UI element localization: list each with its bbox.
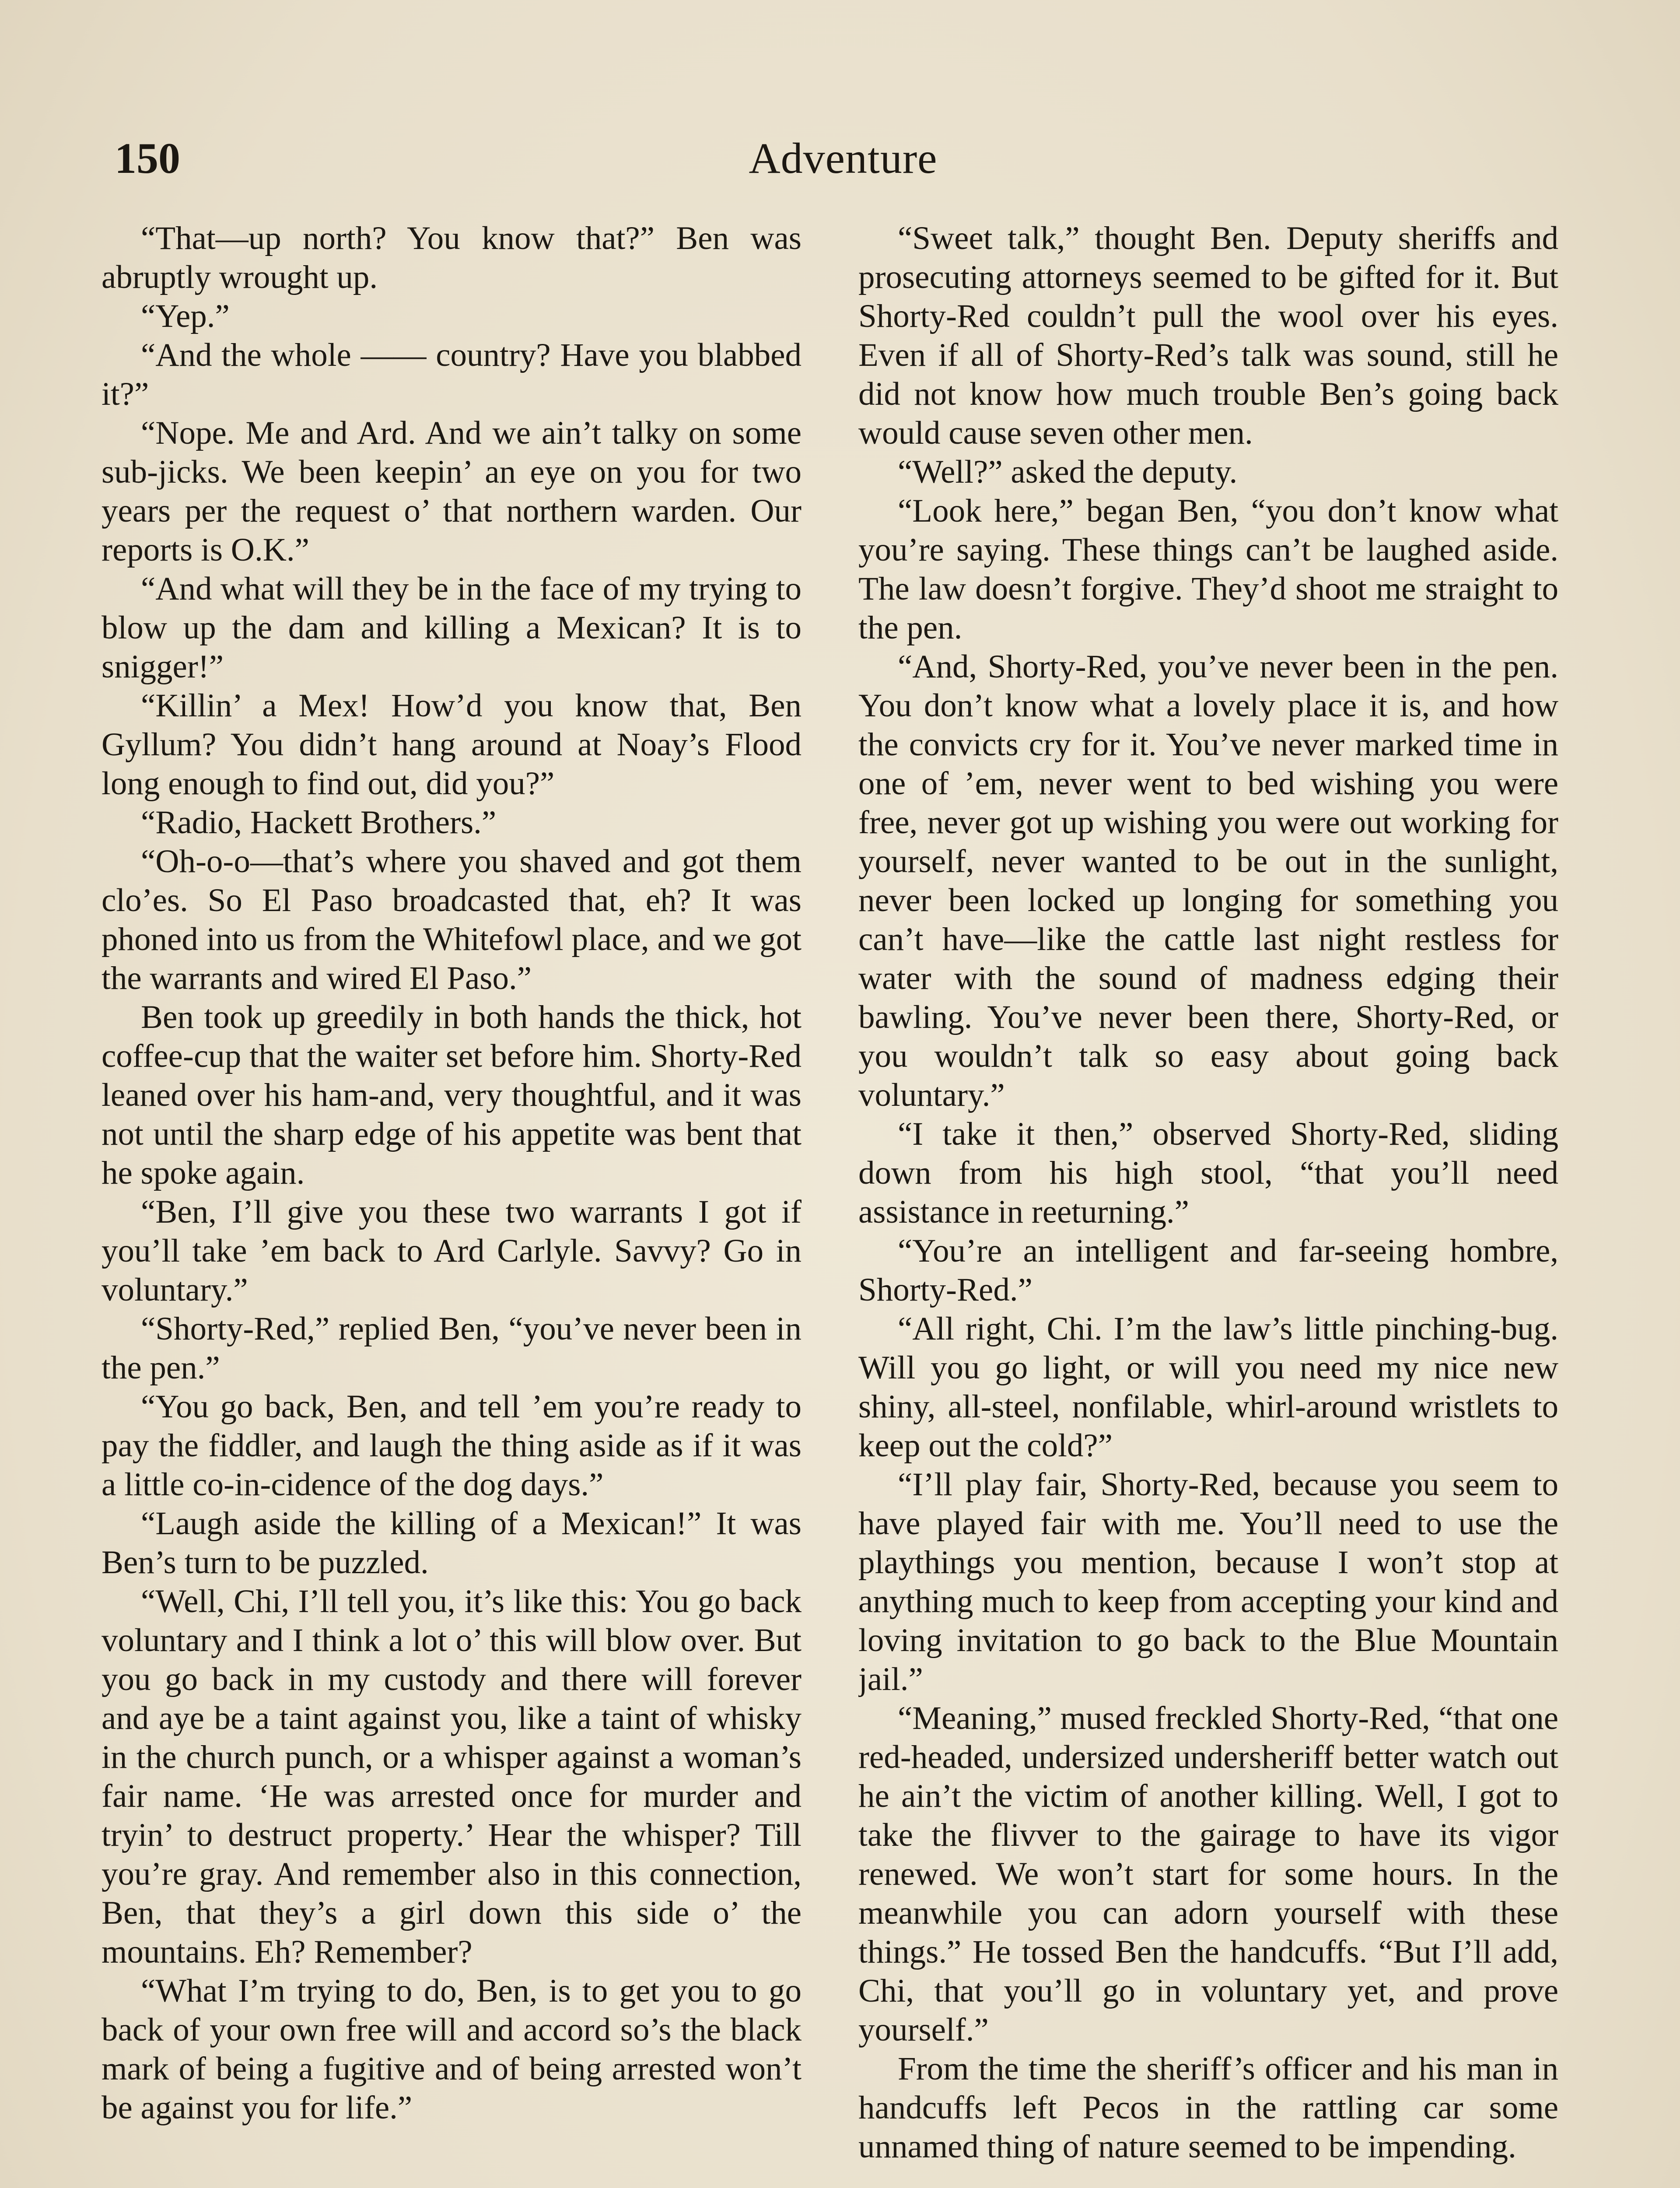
right-column: [858, 219, 1558, 2188]
paragraph: “Ben, I’ll give you these two warrants I got if you’ll take ’em back to Ard Carlyle. Savvy? Go in voluntary.”: [102, 1194, 802, 1308]
paragraph: “That—up north? You know that?” Ben was abruptly wrought up.: [102, 220, 802, 295]
paragraph: Ben took up greedily in both hands the thick, hot coffee-cup that the waiter set before him. Shorty-Red leaned over his ham-and, very thoughtful, and it was not until the sharp edge of his appetite was bent that he spoke again.: [102, 999, 802, 1191]
page-number: 150: [115, 134, 180, 182]
paragraph: From the time the sheriff’s officer and his man in handcuffs left Pecos in the rattling car some unnamed thing of nature seemed to be impending.: [858, 2051, 1558, 2165]
paragraph: “And what will they be in the face of my trying to blow up the dam and killing a Mexican? It is to snigger!”: [102, 571, 802, 685]
paragraph: “You go back, Ben, and tell ’em you’re ready to pay the fiddler, and laugh the thing aside as if it was a little co-in-cidence of the dog days.”: [102, 1389, 802, 1503]
paragraph: “And the whole —— country? Have you blabbed it?”: [102, 337, 802, 412]
page-header: [115, 128, 1572, 189]
paragraph: “Well?” asked the deputy.: [898, 454, 1238, 490]
running-title: Adventure: [749, 134, 938, 182]
paragraph: “You’re an intelligent and far-seeing hombre, Shorty-Red.”: [858, 1233, 1558, 1308]
paragraph: “Radio, Hackett Brothers.”: [141, 804, 497, 841]
paragraph: “Oh-o-o—that’s where you shaved and got them clo’es. So El Paso broadcasted that, eh? It was phoned into us from the Whitefowl place, and we got the warrants and wired El Paso.”: [102, 843, 802, 996]
paragraph: “I take it then,” observed Shorty-Red, sliding down from his high stool, “that you’ll need assistance in reeturning.”: [858, 1116, 1558, 1230]
paragraph: “Look here,” began Ben, “you don’t know what you’re saying. These things can’t be laughed aside. The law doesn’t forgive. They’d shoot me straight to the pen.: [858, 493, 1558, 646]
left-column: [102, 219, 802, 2188]
paragraph: “Killin’ a Mex! How’d you know that, Ben Gyllum? You didn’t hang around at Noay’s Flood long enough to find out, did you?”: [102, 687, 802, 802]
paragraph: “I’ll play fair, Shorty-Red, because you seem to have played fair with me. You’ll need to use the playthings you mention, because I won’t stop at anything much to keep from accepting your kind and loving invitation to go back to the Blue Mountain jail.”: [858, 1466, 1558, 1697]
paragraph: “Meaning,” mused freckled Shorty-Red, “that one red-headed, undersized undersheriff better watch out he ain’t the victim of another killing. Well, I got to take the flivver to the gairage to have its vigor renewed. We won’t start for some hours. In the meanwhile you can adorn yourself with these things.” He tossed Ben the handcuffs. “But I’ll add, Chi, that you’ll go in voluntary yet, and prove yourself.”: [858, 1700, 1558, 2048]
paragraph: “Nope. Me and Ard. And we ain’t talky on some sub-jicks. We been keepin’ an eye on you for two years per the request o’ that northern warden. Our reports is O.K.”: [102, 415, 802, 568]
paragraph: “Well, Chi, I’ll tell you, it’s like this: You go back voluntary and I think a lot o’ this will blow over. But you go back in my custody and there will forever and aye be a taint against you, like a taint of whisky in the church punch, or a whisper against a woman’s fair name. ‘He was arrested once for murder and tryin’ to destruct property.’ Hear the whisper? Till you’re gray. And remember also in this connection, Ben, that they’s a girl down this side o’ the mountains. Eh? Remember?: [102, 1583, 802, 1970]
paragraph: “Shorty-Red,” replied Ben, “you’ve never been in the pen.”: [102, 1311, 802, 1386]
paragraph: “And, Shorty-Red, you’ve never been in the pen. You don’t know what a lovely place it is, and how the convicts cry for it. You’ve never marked time in one of ’em, never went to bed wishing you were free, never got up wishing you were out working for yourself, never wanted to be out in the sunlight, never been locked up longing for something you can’t have—like the cattle last night restless for water with the sound of madness edging their bawling. You’ve never been there, Shorty-Red, or you wouldn’t talk so easy about going back voluntary.”: [858, 649, 1558, 1113]
paragraph: “All right, Chi. I’m the law’s little pinching-bug. Will you go light, or will you need my nice new shiny, all-steel, nonfilable, whirl-around wristlets to keep out the cold?”: [858, 1311, 1558, 1464]
paragraph: “Laugh aside the killing of a Mexican!” It was Ben’s turn to be puzzled.: [102, 1505, 802, 1581]
paragraph: “Sweet talk,” thought Ben. Deputy sheriffs and prosecuting attorneys seemed to be gifted for it. But Shorty-Red couldn’t pull the wool over his eyes. Even if all of Shorty-Red’s talk was sound, still he did not know how much trouble Ben’s going back would cause seven other men.: [858, 220, 1558, 451]
paragraph: “What I’m trying to do, Ben, is to get you to go back of your own free will and accord so’s the black mark of being a fugitive and of being arrested won’t be against you for life.”: [102, 1973, 802, 2126]
paragraph: “Yep.”: [141, 298, 230, 334]
